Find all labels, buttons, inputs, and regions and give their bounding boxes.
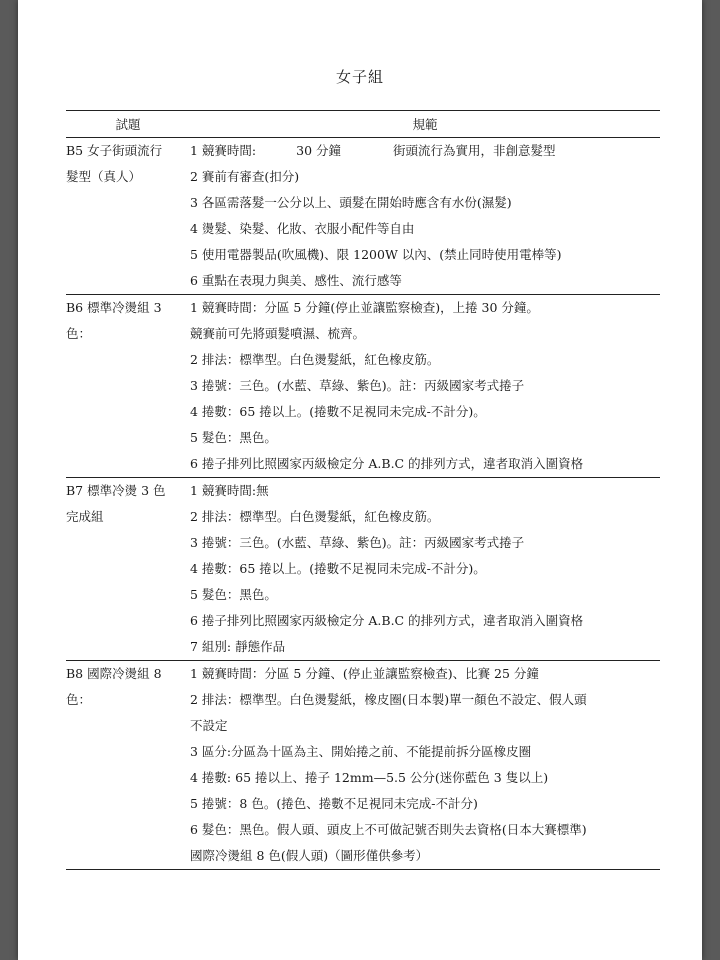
rule-line: 競賽前可先將頭髮噴濕、梳齊。 [190,326,366,341]
rule-line: 1 競賽時間:無 [190,483,269,498]
rule-line: 2 排法：標準型。白色燙髮紙，紅色橡皮筋。 [190,509,440,524]
event-title-line: B6 標準冷燙組 3 [66,300,162,315]
rules-cell [190,661,660,870]
event-title-line: 完成組 [66,509,104,524]
rule-line: 3 區分:分區為十區為主、開始捲之前、不能提前拆分區橡皮圈 [190,744,532,759]
table-row-b5 [66,138,660,295]
rule-line: 3 捲號：三色。(水藍、草綠、紫色)。註：丙級國家考式捲子 [190,378,525,393]
rules-cell [190,295,660,478]
rule-line: 1 競賽時間：分區 5 分鐘(停止並讓監察檢查)，上捲 30 分鐘。 [190,300,539,315]
rule-line: 2 賽前有審查(扣分) [190,169,300,184]
event-title-line: B7 標準冷燙 3 色 [66,483,166,498]
rules-table [66,110,660,870]
event-title-cell [66,138,190,295]
rule-line: 6 重點在表現力與美、感性、流行感等 [190,273,402,288]
event-title-cell [66,478,190,661]
event-title-cell [66,295,190,478]
rule-time: 30 分鐘 [296,143,342,158]
rule-line: 5 捲號：8 色。(捲色、捲數不足視同未完成-不計分) [190,796,478,811]
rule-line: 6 捲子排列比照國家丙級檢定分 A.B.C 的排列方式，違者取消入圍資格 [190,456,584,471]
rule-line [190,138,660,164]
rule-line: 5 髮色：黑色。 [190,587,277,602]
rule-line: 國際冷燙組 8 色(假人頭)（圖形僅供參考） [190,848,429,863]
column-header-rules: 規範 [190,111,660,138]
event-title-line: 色： [66,326,92,341]
rule-line: 3 各區需落髮一公分以上、頭髮在開始時應含有水份(濕髮) [190,195,512,210]
rule-line: 4 捲數: 65 捲以上、捲子 12mm—5.5 公分(迷你藍色 3 隻以上) [190,770,549,785]
table-row-b7 [66,478,660,661]
event-title-line: 色： [66,692,92,707]
event-title-line: 髮型（真人） [66,169,142,184]
rule-line: 6 髮色：黑色。假人頭、頭皮上不可做記號否則失去資格(日本大賽標準) [190,822,587,837]
rule-text: 1 競賽時間: [190,143,257,158]
rule-line: 3 捲號：三色。(水藍、草綠、紫色)。註：丙級國家考式捲子 [190,535,525,550]
table-row-b8 [66,661,660,870]
rules-cell [190,138,660,295]
rule-line: 7 組別: 靜態作品 [190,639,286,654]
event-title-line: B5 女子街頭流行 [66,143,163,158]
event-title-line: B8 國際冷燙組 8 [66,666,162,681]
rule-line: 1 競賽時間：分區 5 分鐘、(停止並讓監察檢查)、比賽 25 分鐘 [190,666,539,681]
rule-line: 4 燙髮、染髮、化妝、衣服小配件等自由 [190,221,415,236]
rule-line: 不設定 [190,718,228,733]
rule-line: 6 捲子排列比照國家丙級檢定分 A.B.C 的排列方式，違者取消入圍資格 [190,613,584,628]
event-title-cell [66,661,190,870]
table-header-row [66,111,660,138]
rule-note: 街頭流行為實用，非創意髮型 [393,143,556,158]
rule-line: 5 使用電器製品(吹風機)、限 1200W 以內、(禁止同時使用電棒等) [190,247,562,262]
rule-line: 4 捲數：65 捲以上。(捲數不足視同未完成-不計分)。 [190,404,486,419]
rule-line: 2 排法：標準型。白色燙髮紙，橡皮圈(日本製)單一顏色不設定、假人頭 [190,692,587,707]
page-title: 女子組 [335,68,384,86]
column-header-item: 試題 [66,111,190,138]
document-page [18,0,702,960]
table-row-b6 [66,295,660,478]
rule-line: 2 排法：標準型。白色燙髮紙，紅色橡皮筋。 [190,352,440,367]
rule-line: 4 捲數：65 捲以上。(捲數不足視同未完成-不計分)。 [190,561,486,576]
rules-cell [190,478,660,661]
rule-line: 5 髮色：黑色。 [190,430,277,445]
